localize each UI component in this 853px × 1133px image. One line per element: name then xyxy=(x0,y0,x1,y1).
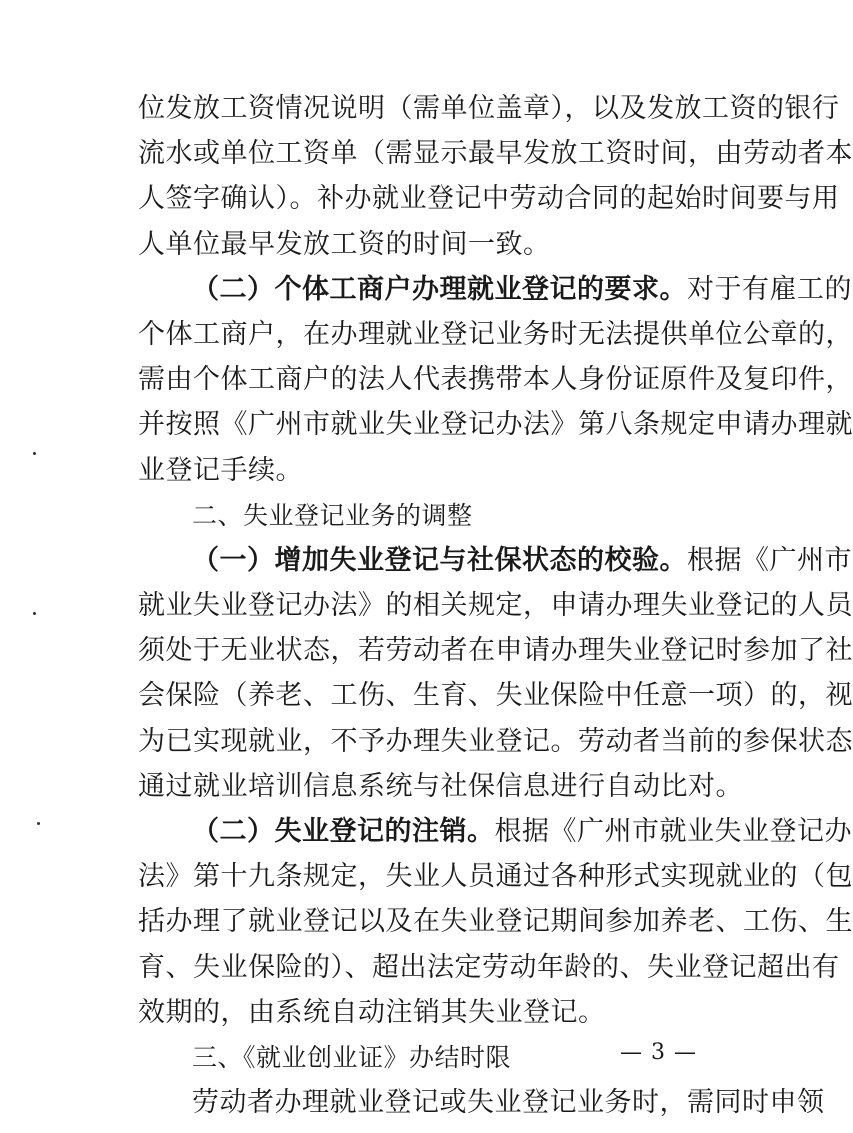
text-line xyxy=(138,402,853,447)
line-text: 二、失业登记业务的调整 xyxy=(192,500,473,530)
line-text: 需由个体工商户的法人代表携带本人身份证原件及复印件， xyxy=(138,364,853,396)
text-line xyxy=(138,628,853,673)
line-text: 业登记手续。 xyxy=(138,454,303,486)
text-line xyxy=(138,131,853,176)
text-line xyxy=(138,312,853,357)
section-lead: （二）失业登记的注销。 xyxy=(192,816,495,847)
text-line xyxy=(138,1035,698,1080)
line-text: 流水或单位工资单（需显示最早发放工资时间，由劳动者本 xyxy=(138,138,853,170)
section-lead: （一）增加失业登记与社保状态的校验。 xyxy=(192,544,687,576)
line-text: 劳动者办理就业登记或失业登记业务时，需同时申领 xyxy=(192,1087,825,1119)
text-line xyxy=(138,854,853,899)
text-line xyxy=(138,538,852,583)
line-text: 就业失业登记办法》的相关规定，申请办理失业登记的人员 xyxy=(138,590,853,622)
text-line xyxy=(138,764,743,809)
text-line xyxy=(138,176,840,221)
line-text: 法》第十九条规定，失业人员通过各种形式实现就业的（包 xyxy=(138,861,853,893)
line-text: 并按照《广州市就业失业登记办法》第八条规定申请办理就 xyxy=(138,409,853,441)
text-line xyxy=(138,673,853,718)
section-lead: （二）个体工商户办理就业登记的要求。 xyxy=(192,273,687,305)
page-number: — 3 — xyxy=(620,1040,697,1065)
text-line xyxy=(138,86,840,131)
line-text: 三、《就业创业证》办结时限 xyxy=(192,1042,512,1072)
text-line xyxy=(138,719,853,764)
line-text: 个体工商户，在办理就业登记业务时无法提供单位公章的， xyxy=(138,318,853,350)
text-line xyxy=(138,583,853,628)
text-line xyxy=(138,267,852,312)
line-text: 人单位最早发放工资的时间一致。 xyxy=(138,228,551,260)
text-line xyxy=(138,222,698,267)
text-line xyxy=(138,899,853,944)
text-line xyxy=(138,357,853,402)
line-text: 通过就业培训信息系统与社保信息进行自动比对。 xyxy=(138,770,743,802)
scan-speck xyxy=(33,452,36,455)
line-text: 会保险（养老、工伤、生育、失业保险中任意一项）的，视 xyxy=(138,680,853,712)
scan-speck xyxy=(37,822,40,825)
line-text: 效期的，由系统自动注销其失业登记。 xyxy=(138,996,606,1028)
line-text: 位发放工资情况说明（需单位盖章），以及发放工资的银行 xyxy=(138,93,840,124)
line-text: 对于有雇工的 xyxy=(687,273,852,305)
line-text: 根据《广州市 xyxy=(687,544,852,576)
line-text: 人签字确认）。补办就业登记中劳动合同的起始时间要与用 xyxy=(138,183,840,215)
text-line xyxy=(138,809,852,854)
text-line xyxy=(138,448,698,493)
line-text: 根据《广州市就业失业登记办 xyxy=(494,816,852,847)
text-line xyxy=(138,493,698,538)
text-line xyxy=(138,1080,825,1125)
line-text: 育、失业保险的）、超出法定劳动年龄的、失业登记超出有 xyxy=(138,951,840,983)
line-text: 为已实现就业，不予办理失业登记。劳动者当前的参保状态 xyxy=(138,725,853,757)
text-line xyxy=(138,990,698,1035)
line-text: 须处于无业状态，若劳动者在申请办理失业登记时参加了社 xyxy=(138,635,853,667)
scan-speck xyxy=(33,612,36,615)
body-text xyxy=(138,86,853,1125)
line-text: 括办理了就业登记以及在失业登记期间参加养老、工伤、生 xyxy=(138,906,853,938)
text-line xyxy=(138,945,840,990)
